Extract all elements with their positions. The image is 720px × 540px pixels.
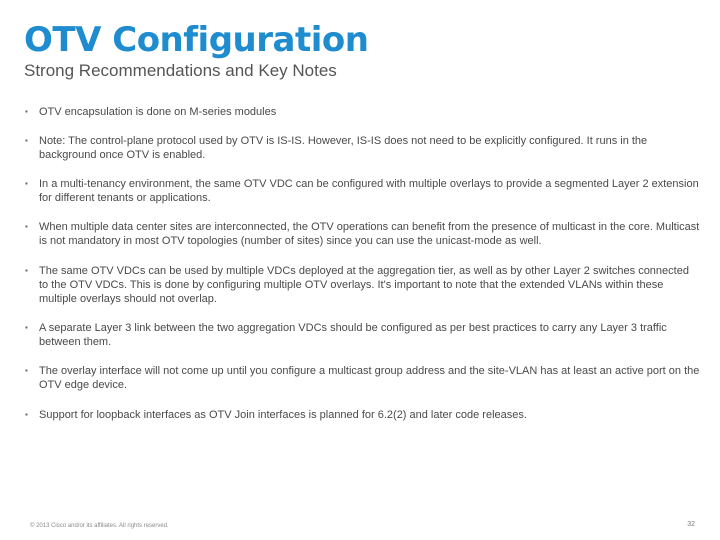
bullet-item xyxy=(24,134,700,162)
footer-copyright: © 2013 Cisco and/or its affiliates. All rights reserved. xyxy=(30,523,169,529)
bullet-marker-icon: ▪ xyxy=(25,410,28,419)
slide-title: OTV Configuration xyxy=(24,20,369,60)
bullet-item xyxy=(24,364,700,392)
bullet-marker-icon: ▪ xyxy=(25,323,28,332)
bullet-marker-icon: ▪ xyxy=(25,136,28,145)
bullet-text: A separate Layer 3 link between the two aggregation VDCs should be configured as per best practices to carry any Layer 3 traffic between them. xyxy=(39,322,667,348)
bullet-text: OTV encapsulation is done on M-series modules xyxy=(39,106,277,118)
bullet-marker-icon: ▪ xyxy=(25,266,28,275)
bullet-item xyxy=(24,408,700,422)
slide-subtitle: Strong Recommendations and Key Notes xyxy=(24,61,337,80)
bullet-item xyxy=(24,264,700,306)
bullet-item xyxy=(24,177,700,205)
bullet-text: The overlay interface will not come up until you configure a multicast group address and the site-VLAN has at least an active port on the OTV edge device. xyxy=(39,365,700,391)
page-number: 32 xyxy=(687,521,695,528)
bullet-item xyxy=(24,105,700,119)
bullet-text: When multiple data center sites are interconnected, the OTV operations can benefit from the presence of multicast in the core. Multicast is not mandatory in most OTV topologies (number of sites) since you can use the unicast-mode as well. xyxy=(39,221,700,247)
bullet-marker-icon: ▪ xyxy=(25,107,28,116)
bullet-text: In a multi-tenancy environment, the same OTV VDC can be configured with multiple overlays to provide a segmented Layer 2 extension for different tenants or applications. xyxy=(39,178,699,204)
bullet-text: Support for loopback interfaces as OTV Join interfaces is planned for 6.2(2) and later code releases. xyxy=(39,409,527,421)
bullet-text: Note: The control-plane protocol used by OTV is IS-IS. However, IS-IS does not need to be explicitly configured. It runs in the background once OTV is enabled. xyxy=(39,135,648,161)
bullet-item xyxy=(24,321,700,349)
bullet-marker-icon: ▪ xyxy=(25,179,28,188)
bullet-marker-icon: ▪ xyxy=(25,366,28,375)
bullet-text: The same OTV VDCs can be used by multiple VDCs deployed at the aggregation tier, as well as by other Layer 2 switches connected to the OTV VDCs. This is done by configuring multiple OTV overlays. It's important to note that the extended VLANs within these multiple overlays should not overlap. xyxy=(39,265,689,305)
bullet-item xyxy=(24,220,700,248)
bullet-marker-icon: ▪ xyxy=(25,222,28,231)
